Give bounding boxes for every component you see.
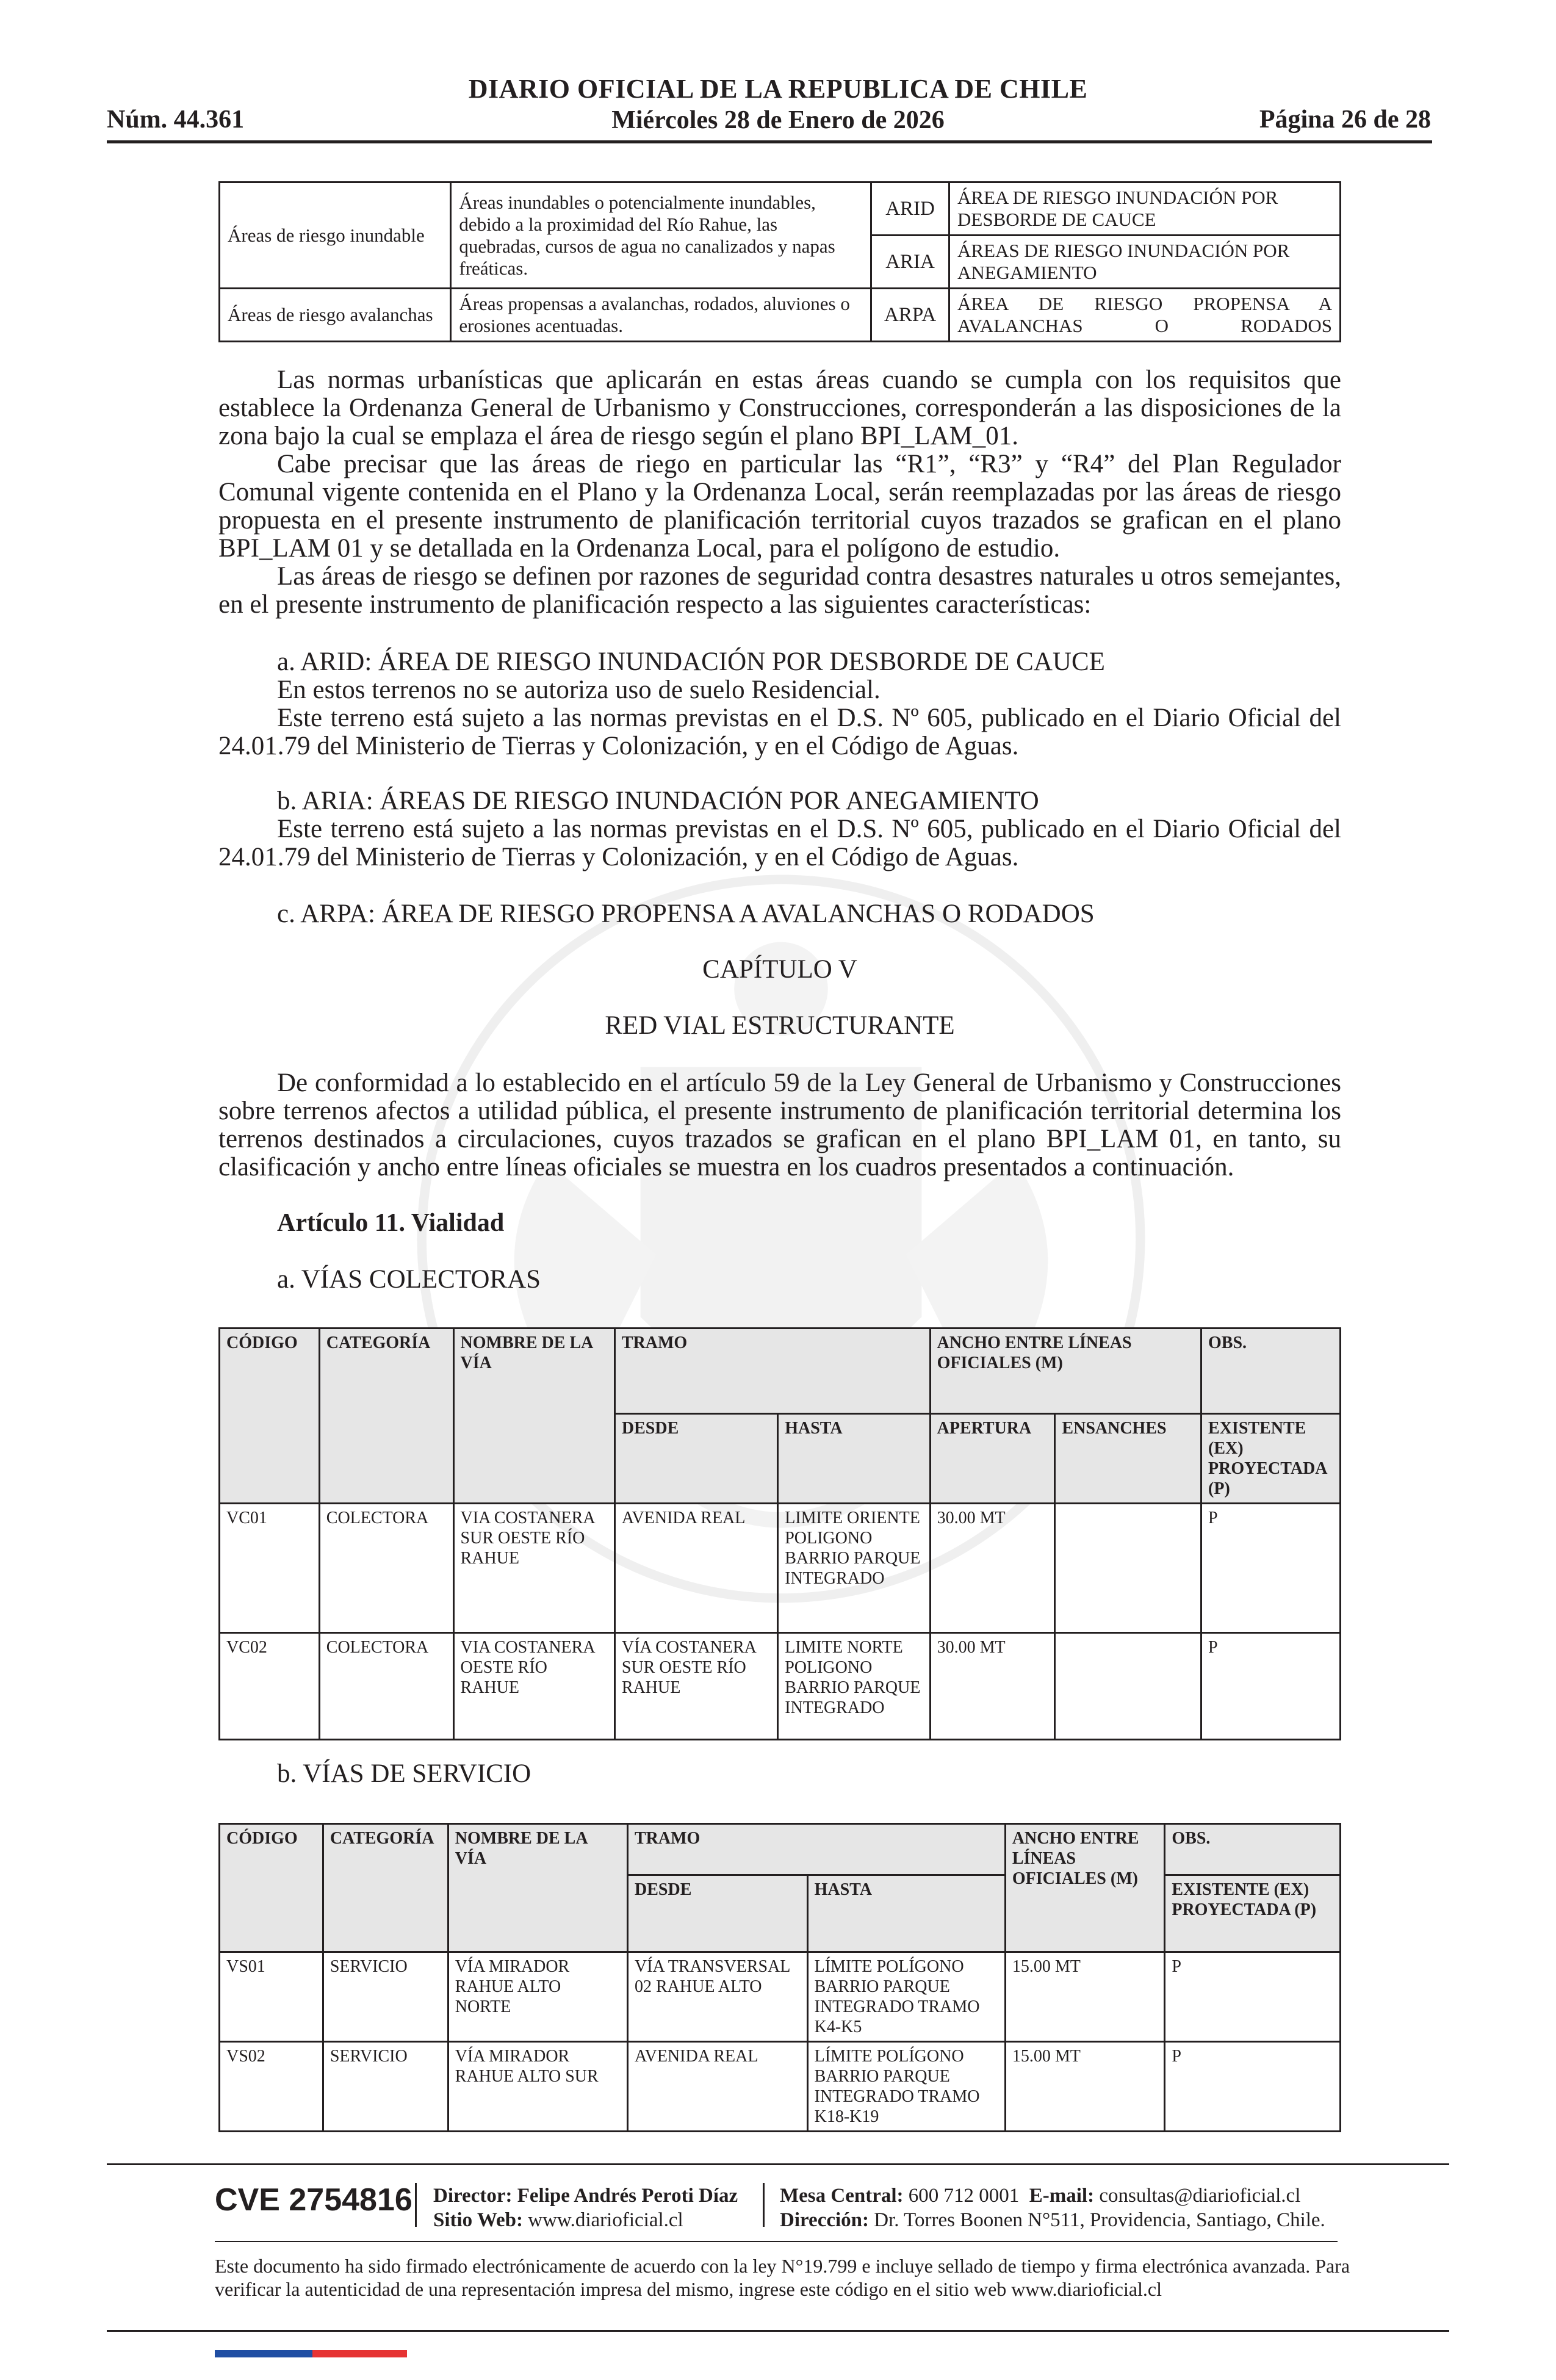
header-desde: DESDE bbox=[614, 1414, 777, 1504]
header-ensanches: ENSANCHES bbox=[1055, 1414, 1201, 1504]
mesa-label: Mesa Central: bbox=[780, 2185, 904, 2207]
issue-number: Núm. 44.361 bbox=[107, 106, 245, 134]
risk-area-name: Áreas de riesgo inundable bbox=[220, 182, 451, 289]
risk-code-name: ÁREA DE RIESGO PROPENSA A AVALANCHAS O RODADOS bbox=[949, 289, 1341, 342]
paragraph: De conformidad a lo establecido en el artículo 59 de la Ley General de Urbanismo y Construcciones sobre terrenos afectos a utilidad pública, el presente instrumento de planificación territorial determina los terrenos destinados a circulaciones, cuyos trazados se grafican en el plano BPI_LAM 01, en tanto, su clasificación y ancho entre líneas oficiales se muestra en los cuadros presentados a continuación. bbox=[218, 1069, 1341, 1181]
cell-codigo: VC02 bbox=[220, 1633, 320, 1740]
cell-nombre: VIA COSTANERA OESTE RÍO RAHUE bbox=[453, 1633, 614, 1740]
paragraph: Este terreno está sujeto a las normas previstas en el D.S. Nº 605, publicado en el Diario Oficial del 24.01.79 del Ministerio de Tierras y Colonización, y en el Código de Aguas. bbox=[218, 704, 1341, 760]
header-existente: EXISTENTE (EX) PROYECTADA (P) bbox=[1165, 1875, 1341, 1952]
paragraph: En estos terrenos no se autoriza uso de suelo Residencial. bbox=[277, 676, 881, 704]
cell-obs: P bbox=[1165, 1952, 1341, 2042]
cell-hasta: LÍMITE POLÍGONO BARRIO PARQUE INTEGRADO TRAMO K4-K5 bbox=[807, 1952, 1005, 2042]
mesa-phone: 600 712 0001 bbox=[908, 2185, 1020, 2207]
cell-hasta: LIMITE ORIENTE POLIGONO BARRIO PARQUE INTEGRADO bbox=[778, 1504, 930, 1633]
paragraph: Este terreno está sujeto a las normas previstas en el D.S. Nº 605, publicado en el Diario Oficial del 24.01.79 del Ministerio de Tierras y Colonización, y en el Código de Aguas. bbox=[218, 815, 1341, 871]
table-row bbox=[220, 182, 1341, 236]
address-line bbox=[780, 2208, 1325, 2232]
table-row bbox=[220, 2042, 1341, 2132]
flag-blue-stripe bbox=[215, 2350, 312, 2357]
header-ancho: ANCHO ENTRE LÍNEAS OFICIALES (M) bbox=[1005, 1824, 1165, 1952]
table-header-row bbox=[220, 1329, 1341, 1414]
vias-colectoras-table bbox=[218, 1327, 1341, 1740]
header-ancho: ANCHO ENTRE LÍNEAS OFICIALES (M) bbox=[930, 1329, 1201, 1414]
paragraph: Cabe precisar que las áreas de riego en particular las “R1”, “R3” y “R4” del Plan Regulador Comunal vigente contenida en el Plano y la Ordenanza Local, serán reemplazadas por las áreas de riesgo propuesta en el presente instrumento de planificación territorial cuyos trazados se grafican en el plano BPI_LAM 01 y se detallada en la Ordenanza Local, para el polígono de estudio. bbox=[218, 450, 1341, 563]
risk-area-description: Áreas propensas a avalanchas, rodados, aluviones o erosiones acentuadas. bbox=[451, 289, 871, 342]
paragraph: Las áreas de riesgo se definen por razones de seguridad contra desastres naturales u otros semejantes, en el presente instrumento de planificación respecto a las siguientes características: bbox=[218, 562, 1341, 619]
header-nombre: NOMBRE DE LA VÍA bbox=[448, 1824, 627, 1952]
cell-codigo: VC01 bbox=[220, 1504, 320, 1633]
cell-hasta: LIMITE NORTE POLIGONO BARRIO PARQUE INTEGRADO bbox=[778, 1633, 930, 1740]
cell-ensanches bbox=[1055, 1504, 1201, 1633]
website-link[interactable]: www.diarioficial.cl bbox=[528, 2209, 683, 2231]
footer-director-block bbox=[433, 2183, 738, 2232]
cell-desde: VÍA TRANSVERSAL 02 RAHUE ALTO bbox=[628, 1952, 808, 2042]
header-nombre: NOMBRE DE LA VÍA bbox=[453, 1329, 614, 1504]
director-name: Felipe Andrés Peroti Díaz bbox=[517, 2185, 738, 2207]
cell-obs: P bbox=[1201, 1504, 1341, 1633]
legal-notice: Este documento ha sido firmado electrónicamente de acuerdo con la ley N°19.799 e incluye sellado de tiempo y firma electrónica avanzada. Para verificar la autenticidad de una representación impresa del mismo, ingrese este código en el sitio web www.diarioficial.cl bbox=[215, 2255, 1350, 2300]
cell-categoria: COLECTORA bbox=[319, 1633, 453, 1740]
vias-servicio-table bbox=[218, 1823, 1341, 2132]
cell-categoria: SERVICIO bbox=[323, 2042, 448, 2132]
website-label: Sitio Web: bbox=[433, 2209, 524, 2231]
chapter-title: RED VIAL ESTRUCTURANTE bbox=[605, 1011, 955, 1040]
director-label: Director: bbox=[433, 2185, 513, 2207]
footer-contact-block bbox=[780, 2183, 1325, 2232]
table-row bbox=[220, 1504, 1341, 1633]
newspaper-header bbox=[366, 73, 1190, 135]
page-number: Página 26 de 28 bbox=[1259, 106, 1431, 134]
risk-area-description: Áreas inundables o potencialmente inundables, debido a la proximidad del Río Rahue, las quebradas, cursos de agua no canalizados y napas freáticas. bbox=[451, 182, 871, 289]
contact-line bbox=[780, 2183, 1325, 2208]
cell-apertura: 30.00 MT bbox=[930, 1633, 1055, 1740]
item-c-title: c. ARPA: ÁREA DE RIESGO PROPENSA A AVALANCHAS O RODADOS bbox=[277, 900, 1095, 928]
header-existente: EXISTENTE (EX) PROYECTADA (P) bbox=[1201, 1414, 1341, 1504]
footer-divider bbox=[107, 2330, 1449, 2332]
header-desde: DESDE bbox=[628, 1875, 808, 1952]
header-codigo: CÓDIGO bbox=[220, 1329, 320, 1504]
newspaper-title: DIARIO OFICIAL DE LA REPUBLICA DE CHILE bbox=[468, 74, 1088, 104]
header-apertura: APERTURA bbox=[930, 1414, 1055, 1504]
cell-codigo: VS02 bbox=[220, 2042, 323, 2132]
email-label: E-mail: bbox=[1029, 2185, 1095, 2207]
issue-date: Miércoles 28 de Enero de 2026 bbox=[611, 106, 945, 134]
cell-nombre: VÍA MIRADOR RAHUE ALTO SUR bbox=[448, 2042, 627, 2132]
risk-code: ARPA bbox=[871, 289, 949, 342]
header-obs: OBS. bbox=[1165, 1824, 1341, 1875]
article-title: Artículo 11. Vialidad bbox=[277, 1209, 505, 1237]
cell-obs: P bbox=[1165, 2042, 1341, 2132]
cell-obs: P bbox=[1201, 1633, 1341, 1740]
subsection-colectoras: a. VÍAS COLECTORAS bbox=[277, 1265, 541, 1294]
cell-nombre: VIA COSTANERA SUR OESTE RÍO RAHUE bbox=[453, 1504, 614, 1633]
header-divider bbox=[107, 140, 1432, 143]
cell-apertura: 30.00 MT bbox=[930, 1504, 1055, 1633]
header-obs: OBS. bbox=[1201, 1329, 1341, 1414]
footer-divider bbox=[215, 2241, 1338, 2242]
header-categoria: CATEGORÍA bbox=[323, 1824, 448, 1952]
risk-code-name: ÁREAS DE RIESGO INUNDACIÓN POR ANEGAMIENTO bbox=[949, 236, 1341, 289]
header-tramo: TRAMO bbox=[628, 1824, 1006, 1875]
footer-separator bbox=[763, 2183, 765, 2227]
chapter-intro bbox=[218, 1069, 1341, 1181]
cell-hasta: LÍMITE POLÍGONO BARRIO PARQUE INTEGRADO TRAMO K18-K19 bbox=[807, 2042, 1005, 2132]
header-hasta: HASTA bbox=[778, 1414, 930, 1504]
cell-nombre: VÍA MIRADOR RAHUE ALTO NORTE bbox=[448, 1952, 627, 2042]
cell-categoria: SERVICIO bbox=[323, 1952, 448, 2042]
subsection-servicio: b. VÍAS DE SERVICIO bbox=[277, 1759, 531, 1788]
cell-desde: AVENIDA REAL bbox=[628, 2042, 808, 2132]
item-a-title: a. ARID: ÁREA DE RIESGO INUNDACIÓN POR DESBORDE DE CAUCE bbox=[277, 647, 1105, 676]
header-codigo: CÓDIGO bbox=[220, 1824, 323, 1952]
table-row bbox=[220, 289, 1341, 342]
risk-area-name: Áreas de riesgo avalanchas bbox=[220, 289, 451, 342]
director-line bbox=[433, 2183, 738, 2208]
item-a-body bbox=[218, 676, 1341, 760]
website-line bbox=[433, 2208, 738, 2232]
header-hasta: HASTA bbox=[807, 1875, 1005, 1952]
cell-ancho: 15.00 MT bbox=[1005, 2042, 1165, 2132]
risk-norms-text bbox=[218, 366, 1341, 619]
header-categoria: CATEGORÍA bbox=[319, 1329, 453, 1504]
flag-red-stripe bbox=[312, 2350, 407, 2357]
table-row bbox=[220, 1952, 1341, 2042]
cell-desde: VÍA COSTANERA SUR OESTE RÍO RAHUE bbox=[614, 1633, 777, 1740]
footer-separator bbox=[415, 2183, 417, 2227]
item-b-title: b. ARIA: ÁREAS DE RIESGO INUNDACIÓN POR ANEGAMIENTO bbox=[277, 787, 1039, 815]
table-header-row bbox=[220, 1824, 1341, 1875]
risk-code-name: ÁREA DE RIESGO INUNDACIÓN POR DESBORDE DE CAUCE bbox=[949, 182, 1341, 236]
item-b-body bbox=[218, 815, 1341, 871]
cell-categoria: COLECTORA bbox=[319, 1504, 453, 1633]
table-row bbox=[220, 1633, 1341, 1740]
address-value: Dr. Torres Boonen N°511, Providencia, Santiago, Chile. bbox=[874, 2209, 1325, 2231]
address-label: Dirección: bbox=[780, 2209, 870, 2231]
cell-ancho: 15.00 MT bbox=[1005, 1952, 1165, 2042]
footer-divider bbox=[107, 2163, 1449, 2165]
cell-codigo: VS01 bbox=[220, 1952, 323, 2042]
cve-code: CVE 2754816 bbox=[215, 2182, 412, 2218]
cell-desde: AVENIDA REAL bbox=[614, 1504, 777, 1633]
chapter-number: CAPÍTULO V bbox=[702, 955, 857, 984]
header-tramo: TRAMO bbox=[614, 1329, 930, 1414]
email-link[interactable]: consultas@diarioficial.cl bbox=[1099, 2185, 1301, 2207]
risk-areas-table bbox=[218, 181, 1341, 342]
risk-code: ARIA bbox=[871, 236, 949, 289]
cell-ensanches bbox=[1055, 1633, 1201, 1740]
paragraph: Las normas urbanísticas que aplicarán en estas áreas cuando se cumpla con los requisitos que establece la Ordenanza General de Urbanismo y Construcciones, corresponderán a las disposiciones de la zona bajo la cual se emplaza el área de riesgo según el plano BPI_LAM_01. bbox=[218, 366, 1341, 450]
risk-code: ARID bbox=[871, 182, 949, 236]
